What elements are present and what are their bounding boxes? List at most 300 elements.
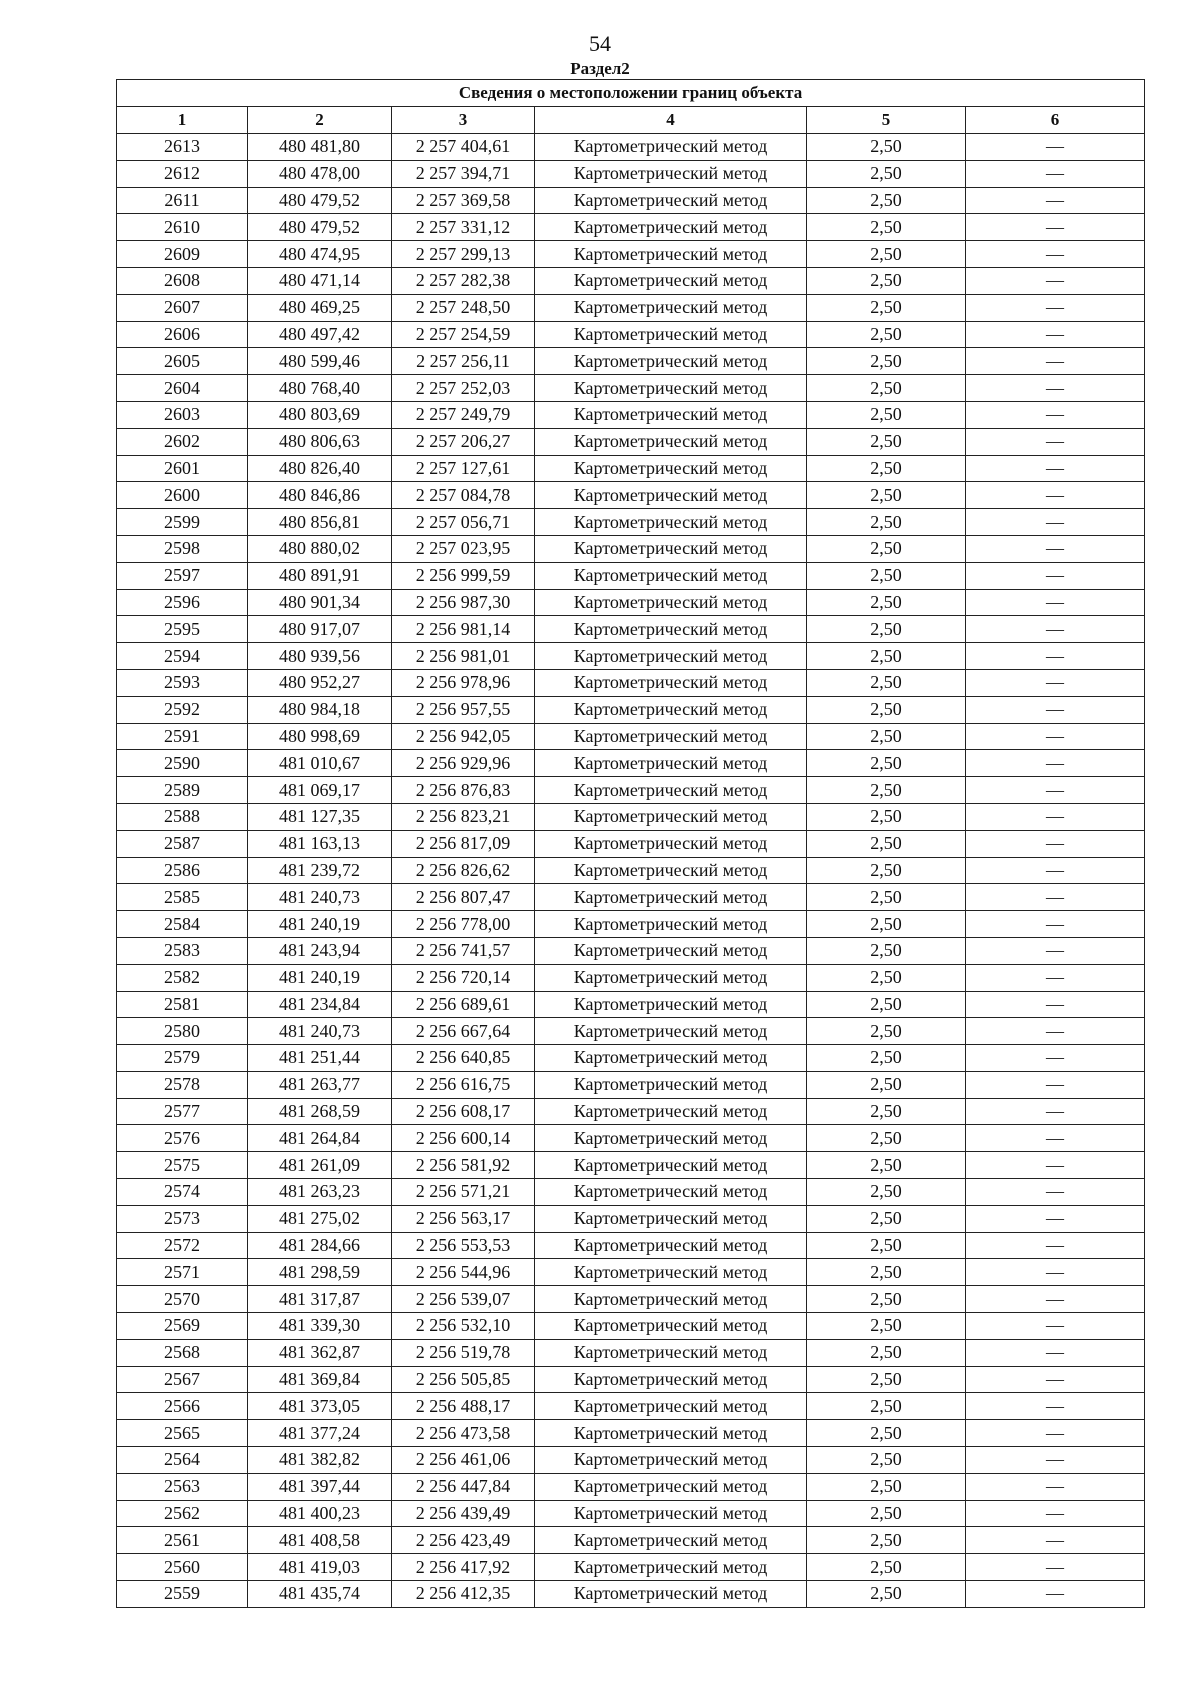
- x-coordinate-cell: 480 998,69: [248, 723, 392, 750]
- point-number-cell: 2601: [117, 455, 248, 482]
- accuracy-cell: 2,50: [807, 1473, 966, 1500]
- description-cell: —: [966, 1152, 1145, 1179]
- description-cell: —: [966, 401, 1145, 428]
- accuracy-cell: 2,50: [807, 455, 966, 482]
- y-coordinate-cell: 2 256 563,17: [392, 1205, 535, 1232]
- table-row: [117, 1125, 1145, 1152]
- point-number-cell: 2598: [117, 535, 248, 562]
- table-row: [117, 669, 1145, 696]
- y-coordinate-cell: 2 256 957,55: [392, 696, 535, 723]
- description-cell: —: [966, 562, 1145, 589]
- point-number-cell: 2599: [117, 509, 248, 536]
- method-cell: Картометрический метод: [535, 1232, 807, 1259]
- accuracy-cell: 2,50: [807, 1125, 966, 1152]
- description-cell: —: [966, 321, 1145, 348]
- point-number-cell: 2586: [117, 857, 248, 884]
- point-number-cell: 2607: [117, 294, 248, 321]
- description-cell: —: [966, 1393, 1145, 1420]
- accuracy-cell: 2,50: [807, 241, 966, 268]
- point-number-cell: 2597: [117, 562, 248, 589]
- method-cell: Картометрический метод: [535, 214, 807, 241]
- method-cell: Картометрический метод: [535, 134, 807, 161]
- description-cell: —: [966, 1098, 1145, 1125]
- x-coordinate-cell: 481 069,17: [248, 777, 392, 804]
- point-number-cell: 2568: [117, 1339, 248, 1366]
- y-coordinate-cell: 2 256 600,14: [392, 1125, 535, 1152]
- description-cell: —: [966, 134, 1145, 161]
- point-number-cell: 2564: [117, 1447, 248, 1474]
- description-cell: —: [966, 1581, 1145, 1608]
- y-coordinate-cell: 2 256 571,21: [392, 1179, 535, 1206]
- method-cell: Картометрический метод: [535, 375, 807, 402]
- method-cell: Картометрический метод: [535, 482, 807, 509]
- point-number-cell: 2613: [117, 134, 248, 161]
- table-row: [117, 214, 1145, 241]
- table-row: [117, 884, 1145, 911]
- x-coordinate-cell: 481 408,58: [248, 1527, 392, 1554]
- description-cell: —: [966, 911, 1145, 938]
- y-coordinate-cell: 2 256 461,06: [392, 1447, 535, 1474]
- accuracy-cell: 2,50: [807, 616, 966, 643]
- method-cell: Картометрический метод: [535, 884, 807, 911]
- y-coordinate-cell: 2 256 417,92: [392, 1554, 535, 1581]
- table-row: [117, 830, 1145, 857]
- point-number-cell: 2584: [117, 911, 248, 938]
- x-coordinate-cell: 481 400,23: [248, 1500, 392, 1527]
- x-coordinate-cell: 481 435,74: [248, 1581, 392, 1608]
- x-coordinate-cell: 481 284,66: [248, 1232, 392, 1259]
- x-coordinate-cell: 480 952,27: [248, 669, 392, 696]
- point-number-cell: 2563: [117, 1473, 248, 1500]
- method-cell: Картометрический метод: [535, 1473, 807, 1500]
- y-coordinate-cell: 2 257 248,50: [392, 294, 535, 321]
- boundary-coordinates-table: [116, 79, 1145, 1608]
- y-coordinate-cell: 2 256 439,49: [392, 1500, 535, 1527]
- point-number-cell: 2593: [117, 669, 248, 696]
- description-cell: —: [966, 1420, 1145, 1447]
- y-coordinate-cell: 2 256 608,17: [392, 1098, 535, 1125]
- point-number-cell: 2570: [117, 1286, 248, 1313]
- point-number-cell: 2588: [117, 803, 248, 830]
- method-cell: Картометрический метод: [535, 937, 807, 964]
- y-coordinate-cell: 2 256 544,96: [392, 1259, 535, 1286]
- table-row: [117, 1098, 1145, 1125]
- accuracy-cell: 2,50: [807, 1500, 966, 1527]
- description-cell: —: [966, 160, 1145, 187]
- description-cell: —: [966, 937, 1145, 964]
- y-coordinate-cell: 2 256 826,62: [392, 857, 535, 884]
- point-number-cell: 2603: [117, 401, 248, 428]
- table-row: [117, 1259, 1145, 1286]
- method-cell: Картометрический метод: [535, 1152, 807, 1179]
- method-cell: Картометрический метод: [535, 187, 807, 214]
- x-coordinate-cell: 481 240,19: [248, 911, 392, 938]
- x-coordinate-cell: 481 419,03: [248, 1554, 392, 1581]
- accuracy-cell: 2,50: [807, 375, 966, 402]
- x-coordinate-cell: 481 369,84: [248, 1366, 392, 1393]
- method-cell: Картометрический метод: [535, 1527, 807, 1554]
- accuracy-cell: 2,50: [807, 214, 966, 241]
- table-row: [117, 1152, 1145, 1179]
- point-number-cell: 2574: [117, 1179, 248, 1206]
- y-coordinate-cell: 2 256 942,05: [392, 723, 535, 750]
- accuracy-cell: 2,50: [807, 777, 966, 804]
- table-row: [117, 937, 1145, 964]
- x-coordinate-cell: 480 806,63: [248, 428, 392, 455]
- accuracy-cell: 2,50: [807, 643, 966, 670]
- x-coordinate-cell: 481 010,67: [248, 750, 392, 777]
- description-cell: —: [966, 777, 1145, 804]
- accuracy-cell: 2,50: [807, 1554, 966, 1581]
- method-cell: Картометрический метод: [535, 830, 807, 857]
- description-cell: —: [966, 1500, 1145, 1527]
- method-cell: Картометрический метод: [535, 1205, 807, 1232]
- table-row: [117, 643, 1145, 670]
- y-coordinate-cell: 2 256 505,85: [392, 1366, 535, 1393]
- accuracy-cell: 2,50: [807, 1581, 966, 1608]
- y-coordinate-cell: 2 256 412,35: [392, 1581, 535, 1608]
- x-coordinate-cell: 481 261,09: [248, 1152, 392, 1179]
- point-number-cell: 2609: [117, 241, 248, 268]
- y-coordinate-cell: 2 256 720,14: [392, 964, 535, 991]
- column-number: 1: [117, 107, 248, 134]
- accuracy-cell: 2,50: [807, 348, 966, 375]
- accuracy-cell: 2,50: [807, 1339, 966, 1366]
- x-coordinate-cell: 480 599,46: [248, 348, 392, 375]
- y-coordinate-cell: 2 256 741,57: [392, 937, 535, 964]
- description-cell: —: [966, 750, 1145, 777]
- point-number-cell: 2591: [117, 723, 248, 750]
- table-row: [117, 1018, 1145, 1045]
- description-cell: —: [966, 1205, 1145, 1232]
- y-coordinate-cell: 2 257 394,71: [392, 160, 535, 187]
- method-cell: Картометрический метод: [535, 267, 807, 294]
- y-coordinate-cell: 2 256 581,92: [392, 1152, 535, 1179]
- accuracy-cell: 2,50: [807, 428, 966, 455]
- method-cell: Картометрический метод: [535, 535, 807, 562]
- accuracy-cell: 2,50: [807, 937, 966, 964]
- column-number: 6: [966, 107, 1145, 134]
- method-cell: Картометрический метод: [535, 803, 807, 830]
- method-cell: Картометрический метод: [535, 589, 807, 616]
- method-cell: Картометрический метод: [535, 160, 807, 187]
- description-cell: —: [966, 1071, 1145, 1098]
- table-row: [117, 1420, 1145, 1447]
- x-coordinate-cell: 481 239,72: [248, 857, 392, 884]
- description-cell: —: [966, 1259, 1145, 1286]
- method-cell: Картометрический метод: [535, 696, 807, 723]
- point-number-cell: 2578: [117, 1071, 248, 1098]
- method-cell: Картометрический метод: [535, 1313, 807, 1340]
- x-coordinate-cell: 480 846,86: [248, 482, 392, 509]
- x-coordinate-cell: 480 479,52: [248, 214, 392, 241]
- x-coordinate-cell: 481 362,87: [248, 1339, 392, 1366]
- x-coordinate-cell: 480 474,95: [248, 241, 392, 268]
- method-cell: Картометрический метод: [535, 1098, 807, 1125]
- method-cell: Картометрический метод: [535, 911, 807, 938]
- method-cell: Картометрический метод: [535, 1179, 807, 1206]
- table-row: [117, 964, 1145, 991]
- y-coordinate-cell: 2 256 519,78: [392, 1339, 535, 1366]
- point-number-cell: 2594: [117, 643, 248, 670]
- table-row: [117, 991, 1145, 1018]
- accuracy-cell: 2,50: [807, 1098, 966, 1125]
- x-coordinate-cell: 480 479,52: [248, 187, 392, 214]
- description-cell: —: [966, 1447, 1145, 1474]
- table-row: [117, 241, 1145, 268]
- method-cell: Картометрический метод: [535, 1259, 807, 1286]
- method-cell: Картометрический метод: [535, 348, 807, 375]
- accuracy-cell: 2,50: [807, 884, 966, 911]
- x-coordinate-cell: 480 939,56: [248, 643, 392, 670]
- column-number-row: [117, 107, 1145, 134]
- x-coordinate-cell: 481 397,44: [248, 1473, 392, 1500]
- description-cell: —: [966, 589, 1145, 616]
- table-row: [117, 911, 1145, 938]
- point-number-cell: 2602: [117, 428, 248, 455]
- table-row: [117, 187, 1145, 214]
- method-cell: Картометрический метод: [535, 294, 807, 321]
- point-number-cell: 2596: [117, 589, 248, 616]
- accuracy-cell: 2,50: [807, 1045, 966, 1072]
- description-cell: —: [966, 857, 1145, 884]
- accuracy-cell: 2,50: [807, 803, 966, 830]
- accuracy-cell: 2,50: [807, 294, 966, 321]
- description-cell: —: [966, 509, 1145, 536]
- description-cell: —: [966, 241, 1145, 268]
- method-cell: Картометрический метод: [535, 1339, 807, 1366]
- description-cell: —: [966, 1179, 1145, 1206]
- description-cell: —: [966, 991, 1145, 1018]
- method-cell: Картометрический метод: [535, 1393, 807, 1420]
- column-number: 2: [248, 107, 392, 134]
- method-cell: Картометрический метод: [535, 991, 807, 1018]
- point-number-cell: 2560: [117, 1554, 248, 1581]
- description-cell: —: [966, 428, 1145, 455]
- table-row: [117, 616, 1145, 643]
- y-coordinate-cell: 2 257 206,27: [392, 428, 535, 455]
- description-cell: —: [966, 884, 1145, 911]
- description-cell: —: [966, 455, 1145, 482]
- description-cell: —: [966, 1045, 1145, 1072]
- description-cell: —: [966, 1366, 1145, 1393]
- description-cell: —: [966, 535, 1145, 562]
- table-row: [117, 482, 1145, 509]
- point-number-cell: 2569: [117, 1313, 248, 1340]
- table-row: [117, 562, 1145, 589]
- y-coordinate-cell: 2 256 667,64: [392, 1018, 535, 1045]
- accuracy-cell: 2,50: [807, 187, 966, 214]
- description-cell: —: [966, 723, 1145, 750]
- column-number: 4: [535, 107, 807, 134]
- accuracy-cell: 2,50: [807, 509, 966, 536]
- point-number-cell: 2600: [117, 482, 248, 509]
- point-number-cell: 2605: [117, 348, 248, 375]
- x-coordinate-cell: 480 856,81: [248, 509, 392, 536]
- point-number-cell: 2604: [117, 375, 248, 402]
- table-row: [117, 1232, 1145, 1259]
- accuracy-cell: 2,50: [807, 669, 966, 696]
- method-cell: Картометрический метод: [535, 428, 807, 455]
- point-number-cell: 2583: [117, 937, 248, 964]
- method-cell: Картометрический метод: [535, 1366, 807, 1393]
- section-label: Раздел2: [570, 59, 630, 78]
- y-coordinate-cell: 2 256 553,53: [392, 1232, 535, 1259]
- x-coordinate-cell: 480 478,00: [248, 160, 392, 187]
- page-number: 54: [589, 31, 611, 56]
- table-row: [117, 723, 1145, 750]
- y-coordinate-cell: 2 257 084,78: [392, 482, 535, 509]
- description-cell: —: [966, 267, 1145, 294]
- description-cell: —: [966, 214, 1145, 241]
- description-cell: —: [966, 1286, 1145, 1313]
- y-coordinate-cell: 2 256 978,96: [392, 669, 535, 696]
- description-cell: —: [966, 830, 1145, 857]
- y-coordinate-cell: 2 256 447,84: [392, 1473, 535, 1500]
- x-coordinate-cell: 481 127,35: [248, 803, 392, 830]
- table-row: [117, 160, 1145, 187]
- point-number-cell: 2606: [117, 321, 248, 348]
- accuracy-cell: 2,50: [807, 321, 966, 348]
- point-number-cell: 2595: [117, 616, 248, 643]
- x-coordinate-cell: 481 264,84: [248, 1125, 392, 1152]
- y-coordinate-cell: 2 256 981,01: [392, 643, 535, 670]
- method-cell: Картометрический метод: [535, 669, 807, 696]
- x-coordinate-cell: 481 377,24: [248, 1420, 392, 1447]
- y-coordinate-cell: 2 257 252,03: [392, 375, 535, 402]
- description-cell: —: [966, 1232, 1145, 1259]
- point-number-cell: 2581: [117, 991, 248, 1018]
- method-cell: Картометрический метод: [535, 1447, 807, 1474]
- point-number-cell: 2580: [117, 1018, 248, 1045]
- method-cell: Картометрический метод: [535, 643, 807, 670]
- y-coordinate-cell: 2 256 539,07: [392, 1286, 535, 1313]
- y-coordinate-cell: 2 256 876,83: [392, 777, 535, 804]
- x-coordinate-cell: 481 234,84: [248, 991, 392, 1018]
- method-cell: Картометрический метод: [535, 750, 807, 777]
- accuracy-cell: 2,50: [807, 1232, 966, 1259]
- description-cell: —: [966, 1339, 1145, 1366]
- method-cell: Картометрический метод: [535, 509, 807, 536]
- x-coordinate-cell: 481 275,02: [248, 1205, 392, 1232]
- table-row: [117, 1205, 1145, 1232]
- x-coordinate-cell: 480 917,07: [248, 616, 392, 643]
- point-number-cell: 2575: [117, 1152, 248, 1179]
- table-row: [117, 1366, 1145, 1393]
- accuracy-cell: 2,50: [807, 482, 966, 509]
- description-cell: —: [966, 1527, 1145, 1554]
- x-coordinate-cell: 480 481,80: [248, 134, 392, 161]
- x-coordinate-cell: 481 382,82: [248, 1447, 392, 1474]
- y-coordinate-cell: 2 256 689,61: [392, 991, 535, 1018]
- description-cell: —: [966, 1554, 1145, 1581]
- x-coordinate-cell: 481 240,73: [248, 1018, 392, 1045]
- table-row: [117, 535, 1145, 562]
- accuracy-cell: 2,50: [807, 1527, 966, 1554]
- point-number-cell: 2592: [117, 696, 248, 723]
- accuracy-cell: 2,50: [807, 589, 966, 616]
- point-number-cell: 2559: [117, 1581, 248, 1608]
- method-cell: Картометрический метод: [535, 401, 807, 428]
- accuracy-cell: 2,50: [807, 160, 966, 187]
- point-number-cell: 2573: [117, 1205, 248, 1232]
- method-cell: Картометрический метод: [535, 1125, 807, 1152]
- method-cell: Картометрический метод: [535, 1071, 807, 1098]
- accuracy-cell: 2,50: [807, 1447, 966, 1474]
- table-row: [117, 134, 1145, 161]
- y-coordinate-cell: 2 257 254,59: [392, 321, 535, 348]
- description-cell: —: [966, 1313, 1145, 1340]
- point-number-cell: 2577: [117, 1098, 248, 1125]
- accuracy-cell: 2,50: [807, 750, 966, 777]
- x-coordinate-cell: 481 268,59: [248, 1098, 392, 1125]
- point-number-cell: 2612: [117, 160, 248, 187]
- accuracy-cell: 2,50: [807, 401, 966, 428]
- y-coordinate-cell: 2 256 423,49: [392, 1527, 535, 1554]
- point-number-cell: 2582: [117, 964, 248, 991]
- table-row: [117, 1527, 1145, 1554]
- method-cell: Картометрический метод: [535, 1554, 807, 1581]
- table-row: [117, 1179, 1145, 1206]
- table-row: [117, 1554, 1145, 1581]
- description-cell: —: [966, 803, 1145, 830]
- table-row: [117, 777, 1145, 804]
- method-cell: Картометрический метод: [535, 964, 807, 991]
- y-coordinate-cell: 2 256 616,75: [392, 1071, 535, 1098]
- column-number: 3: [392, 107, 535, 134]
- method-cell: Картометрический метод: [535, 1420, 807, 1447]
- point-number-cell: 2565: [117, 1420, 248, 1447]
- table-row: [117, 509, 1145, 536]
- x-coordinate-cell: 480 891,91: [248, 562, 392, 589]
- method-cell: Картометрический метод: [535, 777, 807, 804]
- accuracy-cell: 2,50: [807, 723, 966, 750]
- accuracy-cell: 2,50: [807, 535, 966, 562]
- accuracy-cell: 2,50: [807, 1366, 966, 1393]
- description-cell: —: [966, 1473, 1145, 1500]
- point-number-cell: 2567: [117, 1366, 248, 1393]
- point-number-cell: 2576: [117, 1125, 248, 1152]
- y-coordinate-cell: 2 257 249,79: [392, 401, 535, 428]
- y-coordinate-cell: 2 256 987,30: [392, 589, 535, 616]
- point-number-cell: 2562: [117, 1500, 248, 1527]
- description-cell: —: [966, 482, 1145, 509]
- table-row: [117, 1447, 1145, 1474]
- method-cell: Картометрический метод: [535, 857, 807, 884]
- table-row: [117, 1313, 1145, 1340]
- method-cell: Картометрический метод: [535, 1018, 807, 1045]
- accuracy-cell: 2,50: [807, 1179, 966, 1206]
- table-row: [117, 1581, 1145, 1608]
- table-row: [117, 1339, 1145, 1366]
- description-cell: —: [966, 669, 1145, 696]
- x-coordinate-cell: 481 263,23: [248, 1179, 392, 1206]
- point-number-cell: 2590: [117, 750, 248, 777]
- y-coordinate-cell: 2 256 929,96: [392, 750, 535, 777]
- table-row: [117, 455, 1145, 482]
- x-coordinate-cell: 481 263,77: [248, 1071, 392, 1098]
- y-coordinate-cell: 2 257 299,13: [392, 241, 535, 268]
- accuracy-cell: 2,50: [807, 991, 966, 1018]
- table-row: [117, 1071, 1145, 1098]
- table-body: [117, 134, 1145, 1608]
- x-coordinate-cell: 480 901,34: [248, 589, 392, 616]
- point-number-cell: 2608: [117, 267, 248, 294]
- point-number-cell: 2571: [117, 1259, 248, 1286]
- accuracy-cell: 2,50: [807, 1259, 966, 1286]
- x-coordinate-cell: 481 251,44: [248, 1045, 392, 1072]
- y-coordinate-cell: 2 257 127,61: [392, 455, 535, 482]
